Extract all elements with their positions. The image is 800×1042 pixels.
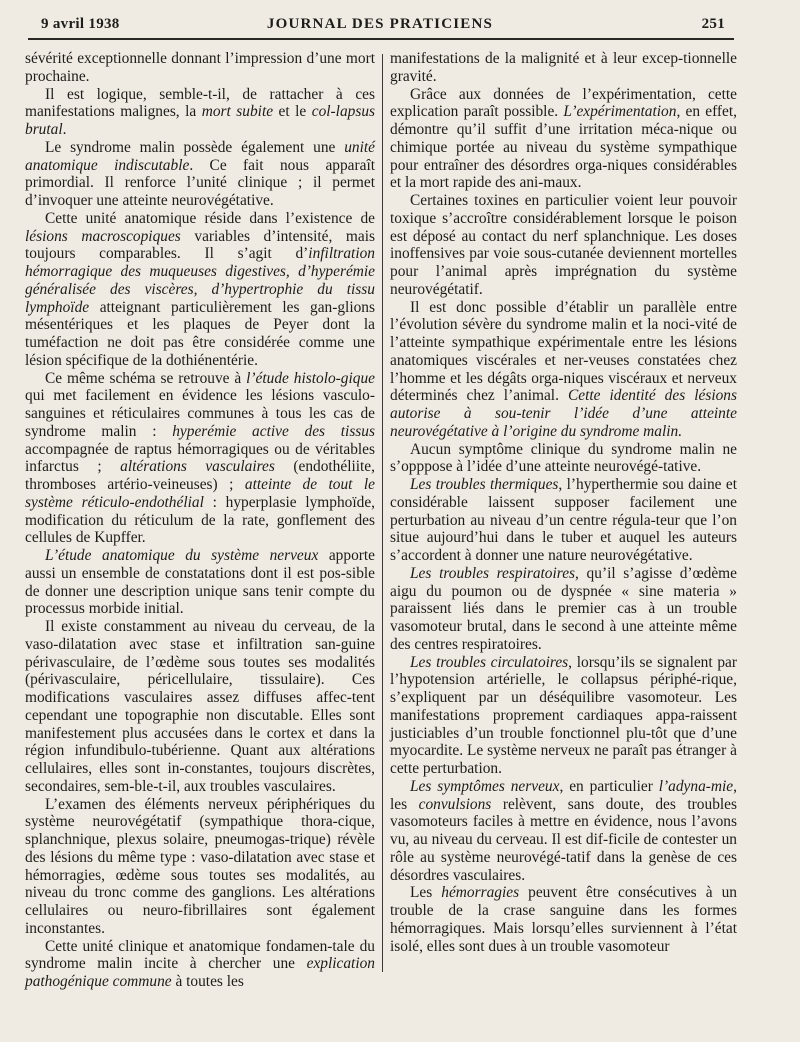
paragraph: Grâce aux données de l’expérimentation, cette explication paraît possible. L’expérimentation, en effet, démontre qu’il suffit d’une irritation méca-nique ou chimique portée au niveau du système sympathique pour entraîner des désordres orga-niques considérables et la mort rapide des ani-maux. [390,85,737,192]
paragraph: Il est logique, semble-t-il, de rattacher à ces manifestations malignes, la mort subite et le col-lapsus brutal. [25,85,376,138]
issue-date: 9 avril 1938 [41,16,120,32]
running-header [35,14,725,36]
paragraph: Certaines toxines en particulier voient leur pouvoir toxique s’accroître considérablement lorsque le poison est déposé au contact du nerf splanchnique. Les doses inoffensives par voie sous-cutanée deviennent mortelles pour l’animal après imprégnation du système neurovégétatif. [390,192,737,298]
paragraph: manifestations de la malignité et à leur excep-tionnelle gravité. [390,50,737,85]
paragraph: Les hémorragies peuvent être consécutives à un trouble de la crase sanguine dans les formes hémorragiques. Mais lorsqu’elles surviennent à l’état isolé, elles sont dues à un trouble vasomoteur [390,884,737,955]
right-column [390,50,737,955]
paragraph: Aucun symptôme clinique du syndrome malin ne s’opppose à l’idée d’une atteinte neurovégé-tative. [390,440,737,476]
paragraph: Cette unité anatomique réside dans l’existence de lésions macroscopiques variables d’intensité, mais toujours comparables. Il s’agit d’infiltration hémorragique des muqueuses digestives, d’hyperémie généralisée des viscères, d’hypertrophie du tissu lymphoïde atteignant particulièrement les gan-glions mésentériques et les plaques de Peyer dont la tuméfaction ne doit pas être considérée comme une lésion spécifique de la dothiénentérie. [25,209,375,369]
paragraph: Il existe constamment au niveau du cerveau, de la vaso-dilatation avec stase et infiltration san-guine périvasculaire, de l’œdème sous toutes ses modalités (périvasculaire, péricellulaire, tissulaire). Ces modifications vasculaires assez diffuses affec-tent cependant une topographie non discutable. Elles sont manifestement plus accusées dans le cortex et dans la région infundibulo-tubérienne. Quant aux altérations cellulaires, elles sont in-constantes, toujours discrètes, secondaires, sem-ble-t-il, aux troubles vasculaires. [25,618,375,795]
paragraph: Cette unité clinique et anatomique fondamen-tale du syndrome malin incite à chercher une explication pathogénique commune à toutes les [25,937,375,990]
header-rule [28,38,734,40]
journal-title: JOURNAL DES PRATICIENS [266,16,494,32]
paragraph: Il est donc possible d’établir un parallèle entre l’évolution sévère du syndrome malin et la noci-vité de l’atteinte sympathique expérimentale entre les lésions anatomiques viscérales et ner-veuses constatées chez l’homme et les dégâts orga-niques viscéraux et nerveux déterminés chez l’animal. Cette identité des lésions autorise à sou-tenir l’idée d’une atteinte neurovégétative à l’origine du syndrome malin. [390,298,737,440]
paragraph: Les troubles circulatoires, lorsqu’ils se signalent par l’hypotension artérielle, le collapsus périphé-rique, s’expliquent par un déséquilibre vasomoteur. Les manifestations proprement cardiaques appa-raissent justiciables d’un trouble fonctionnel plu-tôt que d’une myocardite. Le système nerveux ne paraît pas étranger à cette perturbation. [390,653,737,777]
paragraph: Les symptômes nerveux, en particulier l’adyna-mie, les convulsions relèvent, sans doute, des troubles vasomoteurs faciles à mettre en évidence, nous l’avons vu, au niveau du cerveau. Il est dif-ficile de contester un rôle au système neurovégé-tatif dans la genèse de ces désordres vasculaires. [390,777,737,884]
paragraph: Les troubles thermiques, l’hyperthermie sou daine et considérable laissent supposer facilement une perturbation au niveau d’un centre régula-teur que l’on situe aujourd’hui dans le tuber et auquel les auteurs s’accordent à donner une nature neurovégétative. [390,476,737,564]
paragraph: L’étude anatomique du système nerveux apporte aussi un ensemble de constatations dont il est pos-sible de donner une description unique sans tenir compte du processus morbide initial. [25,547,376,618]
paragraph: Le syndrome malin possède également une unité anatomique indiscutable. Ce fait nous apparaît primordial. Il renforce l’unité clinique ; il permet d’invoquer une atteinte neurovégétative. [25,138,376,209]
paragraph: L’examen des éléments nerveux périphériques du système neurovégétatif (sympathique thora-cique, splanchnique, plexus solaire, pneumogas-trique) révèle des lésions du même type : vaso-dilatation avec stase et hémorragies, œdème sous toutes ses modalités, au niveau du tronc comme des ganglions. Les altérations cellulaires ou neuro-fibrillaires sont également inconstantes. [25,795,375,937]
column-divider [382,54,383,972]
paragraph: Ce même schéma se retrouve à l’étude histolo-gique qui met facilement en évidence les lésions vasculo-sanguines et réticulaires communes à tous les cas de syndrome malin : hyperémie active des tissus accompagnée de raptus hémorragiques ou de véritables infarctus ; altérations vasculaires (endothéliite, thromboses artério-veineuses) ; atteinte de tout le système réticulo-endothélial : hyperplasie lymphoïde, modification du réticulum de la rate, gonflement des cellules de Kupffer. [25,369,375,547]
page-number: 251 [701,16,725,32]
left-column [25,50,375,991]
paragraph: sévérité exceptionnelle donnant l’impression d’une mort prochaine. [25,50,375,85]
paragraph: Les troubles respiratoires, qu’il s’agisse d’œdème aigu du poumon ou de dyspnée « sine materia » paraissent liés dans le premier cas à un trouble vasomoteur brutal, dans le second à une atteinte même des centres respiratoires. [390,564,737,653]
